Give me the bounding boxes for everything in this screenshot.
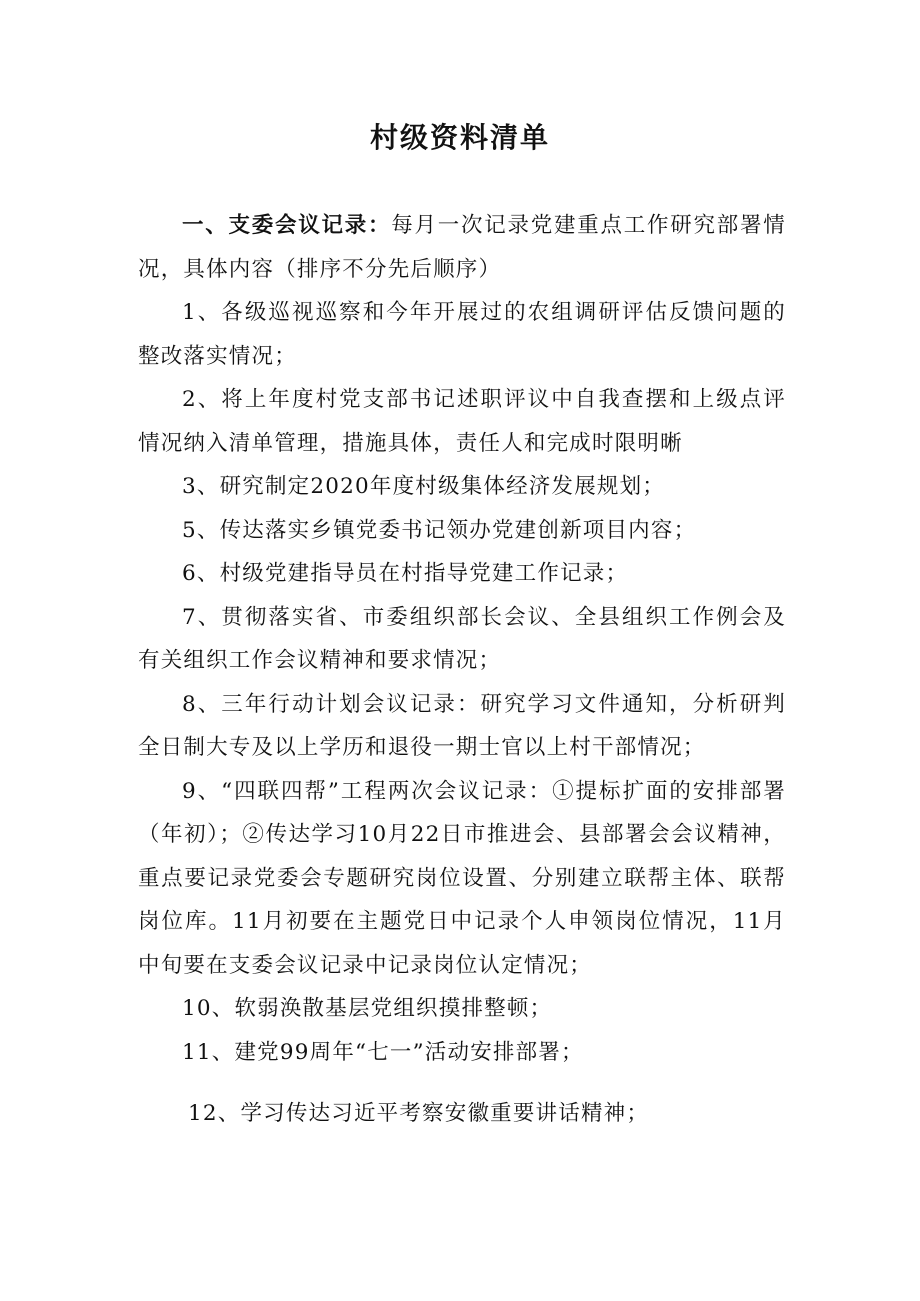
list-item: 7、贯彻落实省、市委组织部长会议、全县组织工作例会及有关组织工作会议精神和要求情况； — [138, 604, 786, 673]
section-intro: 每月一次记录党建重点工作研究部署情况，具体内容（排序不分先后顺序） — [138, 213, 786, 282]
list-item: 8、三年行动计划会议记录：研究学习文件通知，分析研判全日制大专及以上学历和退役一期士官以上村干部情况； — [138, 691, 786, 760]
document-body — [138, 204, 786, 1136]
list-item: 2、将上年度村党支部书记述职评议中自我查摆和上级点评情况纳入清单管理，措施具体，责任人和完成时限明晰 — [138, 387, 786, 456]
document-title: 村级资料清单 — [369, 121, 550, 154]
section-heading: 一、支委会议记录： — [182, 213, 392, 238]
list-item: 11、建党99周年“七一”活动安排部署； — [182, 1039, 584, 1065]
list-item: 1、各级巡视巡察和今年开展过的农组调研评估反馈问题的整改落实情况； — [138, 300, 786, 369]
list-item: 10、软弱涣散基层党组织摸排整顿； — [182, 996, 553, 1021]
list-item: 5、传达落实乡镇党委书记领办党建创新项目内容； — [182, 517, 697, 543]
list-item: 9、“四联四帮”工程两次会议记录：①提标扩面的安排部署（年初）；②传达学习10月22日市推进会、县部署会会议精神，重点要记录党委会专题研究岗位设置、分别建立联帮主体、联帮岗位库。11月初要在主题党日中记录个人申领岗位情况，11月中旬要在支委会议记录中记录岗位认定情况； — [138, 778, 786, 978]
list-item: 12、学习传达习近平考察安徽重要讲话精神； — [188, 1101, 650, 1126]
list-item: 6、村级党建指导员在村指导党建工作记录； — [182, 561, 629, 586]
list-item: 3、研究制定2020年度村级集体经济发展规划； — [182, 474, 665, 499]
section-intro-paragraph — [138, 204, 786, 291]
